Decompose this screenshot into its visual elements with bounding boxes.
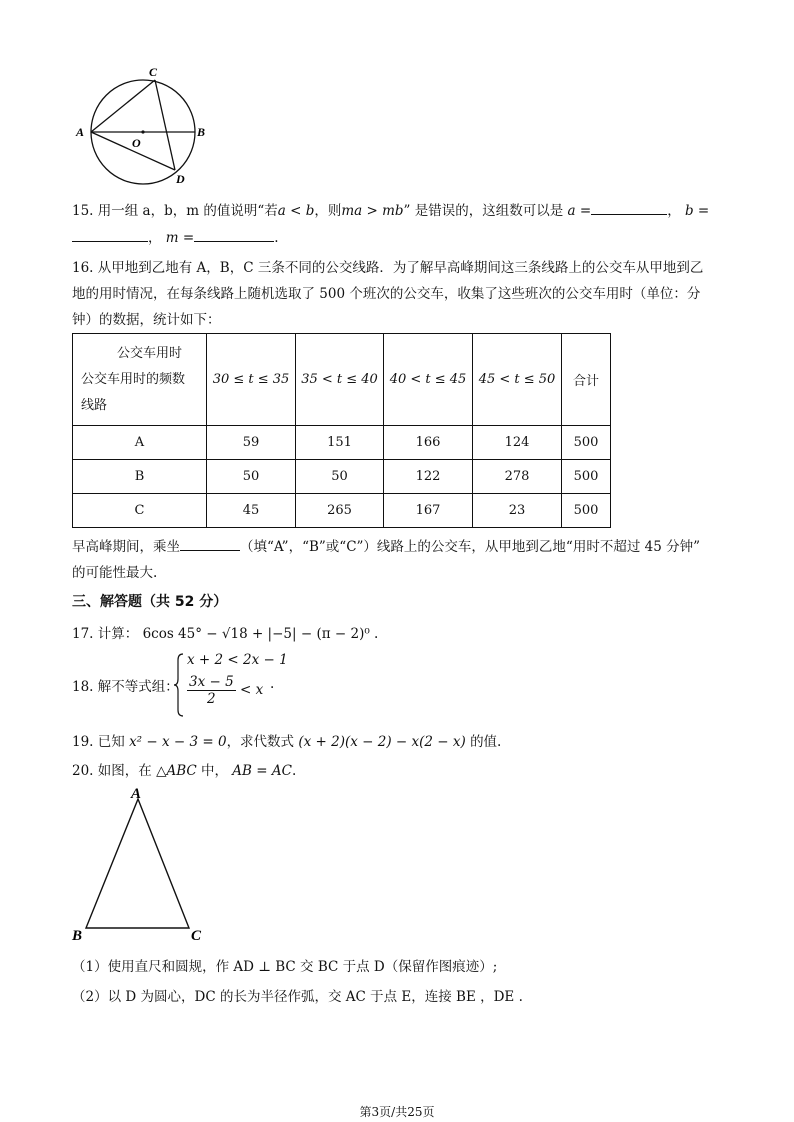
label-c: C xyxy=(149,65,158,79)
q15-suffix: ” 是错误的，这组数可以是 xyxy=(403,203,564,219)
section-title: 三、解答题（共 52 分） xyxy=(72,594,228,610)
label-o: O xyxy=(132,136,141,150)
label-c: C xyxy=(191,928,202,944)
route-cell: B xyxy=(73,460,207,494)
header-route: 线路 xyxy=(81,397,108,413)
label-a: A xyxy=(76,125,85,139)
q16-after1-pre: 早高峰期间，乘坐 xyxy=(72,539,180,555)
q18-label: 18. 解不等式组： xyxy=(72,679,179,695)
q20-tri: △ABC xyxy=(156,763,197,779)
col-header: 40 < t ≤ 45 xyxy=(384,334,473,426)
value-cell: 500 xyxy=(562,460,611,494)
chord-ac xyxy=(91,80,155,132)
route-cell: A xyxy=(73,426,207,460)
table-row xyxy=(73,426,611,460)
q20 xyxy=(72,759,296,779)
q16-after1-post: （填“A”，“B”或“C”）线路上的公交车，从甲地到乙地“用时不超过 45 分钟” xyxy=(240,539,700,555)
q16-line1: 16. 从甲地到乙地有 A，B，C 三条不同的公交线路．为了解早高峰期间这三条线路上的公交车从甲地到乙 xyxy=(72,260,704,276)
triangle-figure xyxy=(68,785,218,945)
q20-end: . xyxy=(291,763,297,779)
value-cell: 167 xyxy=(384,494,473,528)
q19-mid: ，求代数式 xyxy=(226,734,295,750)
q18-rhs: < x xyxy=(239,682,264,698)
col-header: 45 < t ≤ 50 xyxy=(473,334,562,426)
center-point xyxy=(141,130,144,133)
q19-label: 19. 已知 xyxy=(72,734,125,750)
value-cell: 122 xyxy=(384,460,473,494)
label-d: D xyxy=(176,172,185,186)
q19 xyxy=(72,730,501,750)
q15-line1: 15. 用一组 a，b，m 的值说明“若a < b，则ma > mb” 是错误的，这组数可以是 a = ， b = xyxy=(72,199,709,219)
value-cell: 124 xyxy=(473,426,562,460)
value-cell: 166 xyxy=(384,426,473,460)
q16-table xyxy=(72,333,611,528)
value-cell: 278 xyxy=(473,460,562,494)
triangle-abc xyxy=(86,799,189,928)
value-cell: 500 xyxy=(562,494,611,528)
q15-a-blank[interactable] xyxy=(591,200,667,215)
value-cell: 45 xyxy=(207,494,296,528)
q17-label: 17. 计算： xyxy=(72,626,139,642)
value-cell: 59 xyxy=(207,426,296,460)
q16-answer-blank[interactable] xyxy=(180,536,240,551)
table-row xyxy=(73,494,611,528)
col-header: 35 < t ≤ 40 xyxy=(296,334,384,426)
q18-ineq1: x + 2 < 2x − 1 xyxy=(187,652,288,668)
chord-cd xyxy=(155,80,175,170)
value-cell: 151 xyxy=(296,426,384,460)
q17 xyxy=(72,622,378,642)
value-cell: 500 xyxy=(562,426,611,460)
q15-concl: ma > mb xyxy=(341,203,404,219)
q15-cond: a < b xyxy=(277,203,315,219)
value-cell: 23 xyxy=(473,494,562,528)
q20-label: 20. 如图，在 xyxy=(72,763,152,779)
q15-b-blank[interactable] xyxy=(72,227,148,242)
q19-eq: x² − x − 3 = 0 xyxy=(129,734,227,750)
q16-after1 xyxy=(72,535,700,555)
q18-end: . xyxy=(270,676,275,692)
col-header: 合计 xyxy=(562,334,611,426)
q15-a-eq: a = xyxy=(567,203,592,219)
table-row xyxy=(73,460,611,494)
q18-frac-num: 3x − 5 xyxy=(189,674,234,690)
q15-prefix: 15. 用一组 a，b，m 的值说明“若 xyxy=(72,203,278,219)
q18-frac-den: 2 xyxy=(207,691,216,707)
q16-line2: 地的用时情况，在每条线路上随机选取了 500 个班次的公交车，收集了这些班次的公交车用时（单位：分 xyxy=(72,286,701,302)
col-header: 30 ≤ t ≤ 35 xyxy=(207,334,296,426)
header-diagonal-cell xyxy=(73,334,207,426)
label-b: B xyxy=(197,125,206,139)
circle-figure xyxy=(70,62,220,187)
value-cell: 265 xyxy=(296,494,384,528)
q19-end: 的值. xyxy=(470,734,502,750)
brace-icon xyxy=(173,652,185,718)
q16-line3: 钟）的数据，统计如下： xyxy=(72,312,221,328)
q15-m-blank[interactable] xyxy=(194,227,274,242)
q16-after2: 的可能性最大. xyxy=(72,565,158,581)
q15-b-eq: b = xyxy=(684,203,710,219)
value-cell: 50 xyxy=(207,460,296,494)
q18-fraction xyxy=(187,674,236,707)
route-cell: C xyxy=(73,494,207,528)
q15-m-eq: m = xyxy=(165,230,195,246)
q20-cond: AB = AC xyxy=(232,763,292,779)
page-number: 第3页/共25页 xyxy=(359,1105,435,1119)
q20-part1: （1）使用直尺和圆规，作 AD ⊥ BC 交 BC 于点 D（保留作图痕迹）; xyxy=(72,959,498,975)
label-b: B xyxy=(72,928,83,944)
q18-ineq2 xyxy=(187,674,263,707)
q15-line2: ， m = . xyxy=(72,226,279,246)
q19-expr: (x + 2)(x − 2) − x(2 − x) xyxy=(298,734,466,750)
header-time: 公交车用时 xyxy=(117,345,183,361)
q20-part2: （2）以 D 为圆心，DC 的长为半径作弧，交 AC 于点 E，连接 BE ，DE . xyxy=(72,989,523,1005)
header-freq: 公交车用时的频数 xyxy=(81,371,186,387)
q15-mid: ，则 xyxy=(314,203,342,219)
label-a: A xyxy=(131,786,142,802)
q20-mid: 中， xyxy=(201,763,228,779)
q17-expr: 6cos 45° − √18 + |−5| − (π − 2)⁰ . xyxy=(142,626,379,642)
value-cell: 50 xyxy=(296,460,384,494)
table-header-row xyxy=(73,334,611,426)
